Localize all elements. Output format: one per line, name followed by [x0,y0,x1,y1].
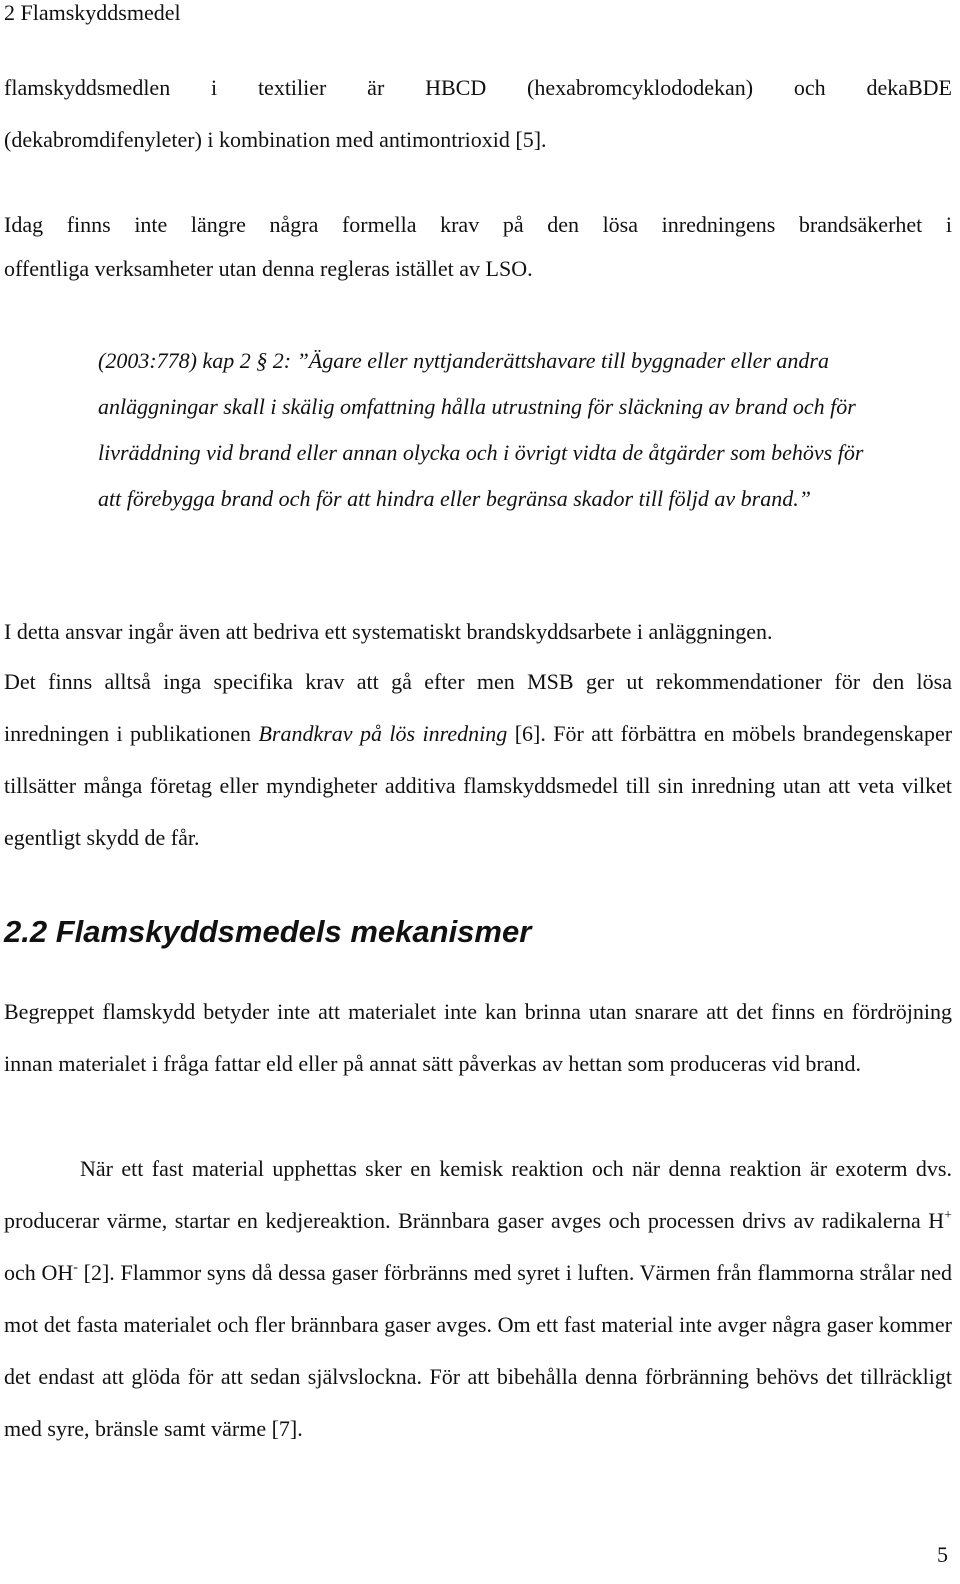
paragraph-5-text-a: När ett fast material upphettas sker en kemisk reaktion och när denna reaktion är exoterm dvs. producerar värme, startar en kedjereaktion. Brännbara gaser avges och processen drivs av radikalerna H [4,1156,952,1233]
paragraph-5 [4,1143,952,1455]
running-head: 2 Flamskyddsmedel [4,0,181,25]
paragraph-3-text-a: Det finns alltså inga specifika krav att gå efter men MSB ger ut rekommendationer för den lösa inredningen i publikationen [4,669,952,746]
page-number: 5 [937,1542,948,1567]
section-heading: 2.2 Flamskyddsmedels mekanismer [4,914,532,949]
paragraph-1-line-2: (dekabromdifenyleter) i kombination med antimontrioxid [5]. [4,127,547,152]
superscript-minus: - [73,1260,78,1275]
paragraph-3-text-b: [6]. För att förbättra en möbels brandegenskaper tillsätter många företag eller myndigheter additiva flamskyddsmedel till sin inredning utan att veta vilket egentligt skydd de får. [4,721,953,850]
paragraph-5-text-b: och OH [4,1260,74,1285]
law-quote: (2003:778) kap 2 § 2: ”Ägare eller nyttjanderättshavare till byggnader eller andra anläggningar skall i skälig omfattning hålla utrustning för släckning av brand och för livräddning vid brand eller annan olycka och i övrigt vidta de åtgärder som behövs för att förebygga brand och för att hindra eller begränsa skador till följd av brand.” [98,348,864,511]
paragraph-2-line-2: offentliga verksamheter utan denna regleras istället av LSO. [4,256,533,281]
paragraph-3 [4,656,952,864]
superscript-plus: + [944,1208,952,1223]
paragraph-5-text-c: [2]. Flammor syns då dessa gaser förbränns med syret i luften. Värmen från flammorna strålar ned mot det fasta materialet och fler brännbara gaser avges. Om ett fast material inte avger några gaser kommer det endast att glöda för att sedan självslockna. För att bibehålla denna förbränning behövs det tillräckligt med syre, bränsle samt värme [7]. [4,1260,953,1441]
paragraph-3-line-1: I detta ansvar ingår även att bedriva ett systematiskt brandskyddsarbete i anläggningen. [4,619,773,644]
paragraph-2-line-1: Idag finns inte längre några formella krav på den lösa inredningens brandsäkerhet i [4,212,952,237]
paragraph-1-line-1: flamskyddsmedlen i textilier är HBCD (hexabromcyklododekan) och dekaBDE [4,75,952,100]
publication-title: Brandkrav på lös inredning [258,721,508,746]
paragraph-4: Begreppet flamskydd betyder inte att materialet inte kan brinna utan snarare att det finns en fördröjning innan materialet i fråga fattar eld eller på annat sätt påverkas av hettan som produceras vid brand. [4,999,952,1076]
